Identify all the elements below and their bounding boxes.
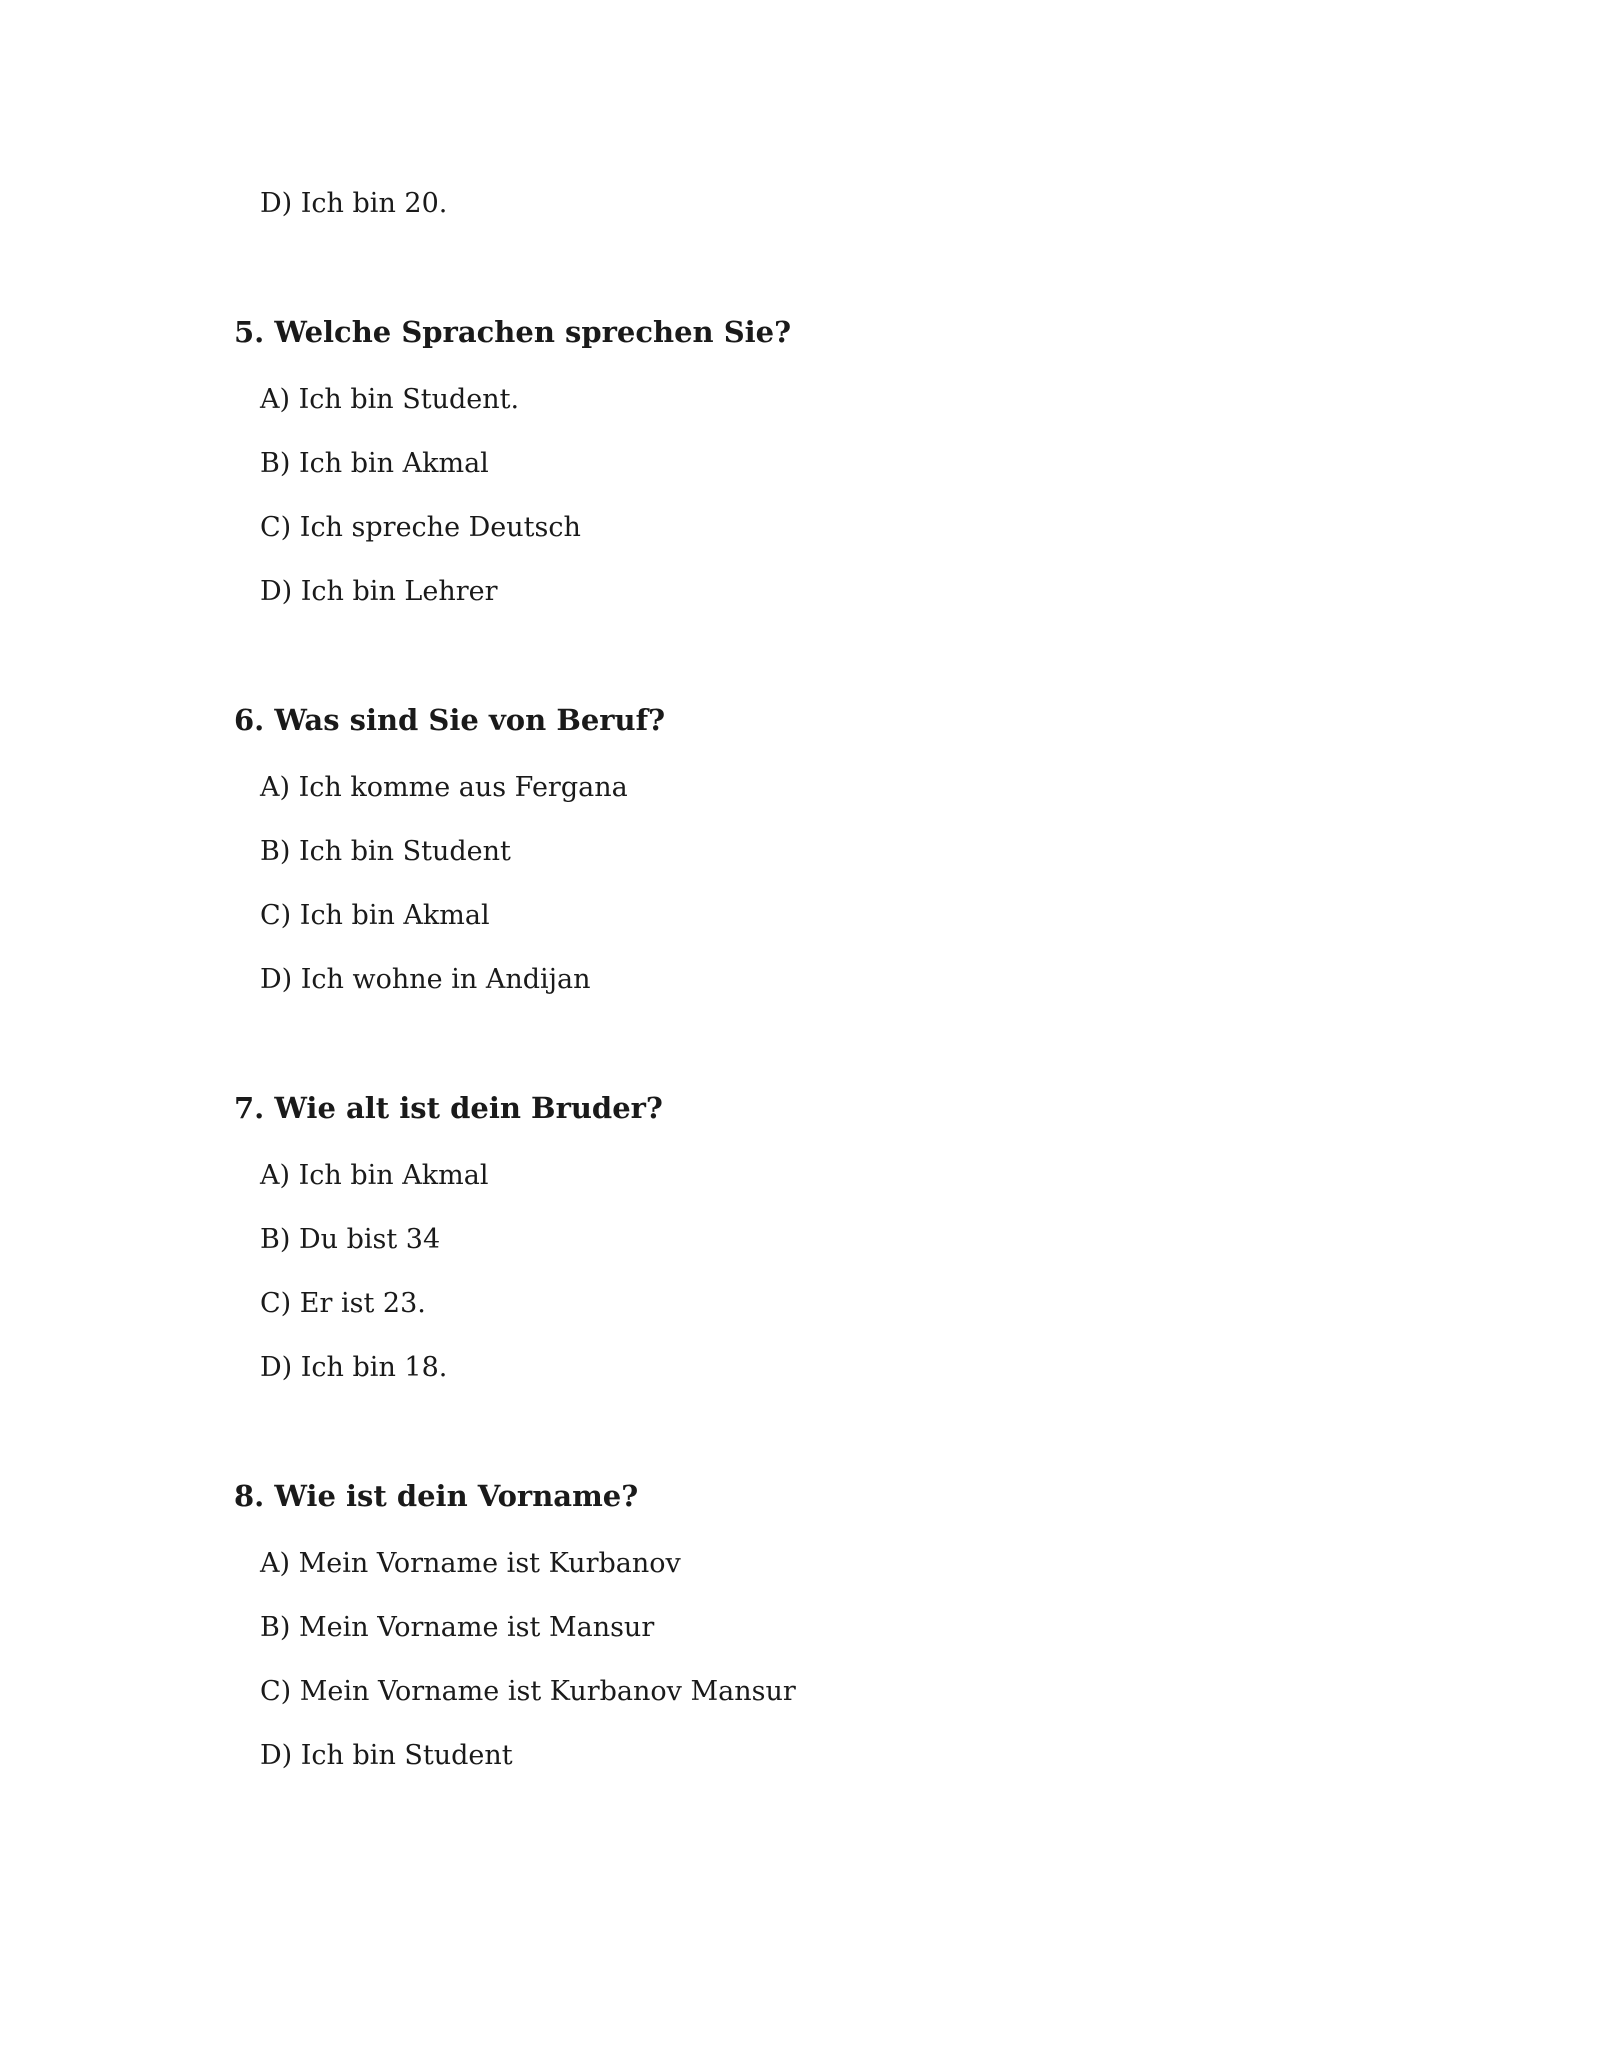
question-7-option-a: A) Ich bin Akmal <box>260 1160 489 1191</box>
question-7-option-d: D) Ich bin 18. <box>260 1352 448 1383</box>
question-6-title: 6. Was sind Sie von Beruf? <box>234 703 666 737</box>
question-8-title: 8. Wie ist dein Vorname? <box>234 1479 639 1513</box>
option-previous-d: D) Ich bin 20. <box>260 188 448 219</box>
question-7-title: 7. Wie alt ist dein Bruder? <box>234 1091 663 1125</box>
question-5-option-a: A) Ich bin Student. <box>260 384 520 415</box>
question-5-title: 5. Welche Sprachen sprechen Sie? <box>234 315 792 349</box>
question-5-option-d: D) Ich bin Lehrer <box>260 576 498 607</box>
question-8-option-a: A) Mein Vorname ist Kurbanov <box>260 1548 681 1579</box>
question-8-option-d: D) Ich bin Student <box>260 1740 513 1771</box>
question-5-option-b: B) Ich bin Akmal <box>260 448 489 479</box>
question-6-option-c: C) Ich bin Akmal <box>260 900 490 931</box>
question-5-option-c: C) Ich spreche Deutsch <box>260 512 581 543</box>
question-6-option-a: A) Ich komme aus Fergana <box>260 772 628 803</box>
question-8-option-c: C) Mein Vorname ist Kurbanov Mansur <box>260 1676 796 1707</box>
question-8-option-b: B) Mein Vorname ist Mansur <box>260 1612 655 1643</box>
question-6-option-b: B) Ich bin Student <box>260 836 511 867</box>
question-7-option-c: C) Er ist 23. <box>260 1288 426 1319</box>
question-6-option-d: D) Ich wohne in Andijan <box>260 964 591 995</box>
question-7-option-b: B) Du bist 34 <box>260 1224 441 1255</box>
